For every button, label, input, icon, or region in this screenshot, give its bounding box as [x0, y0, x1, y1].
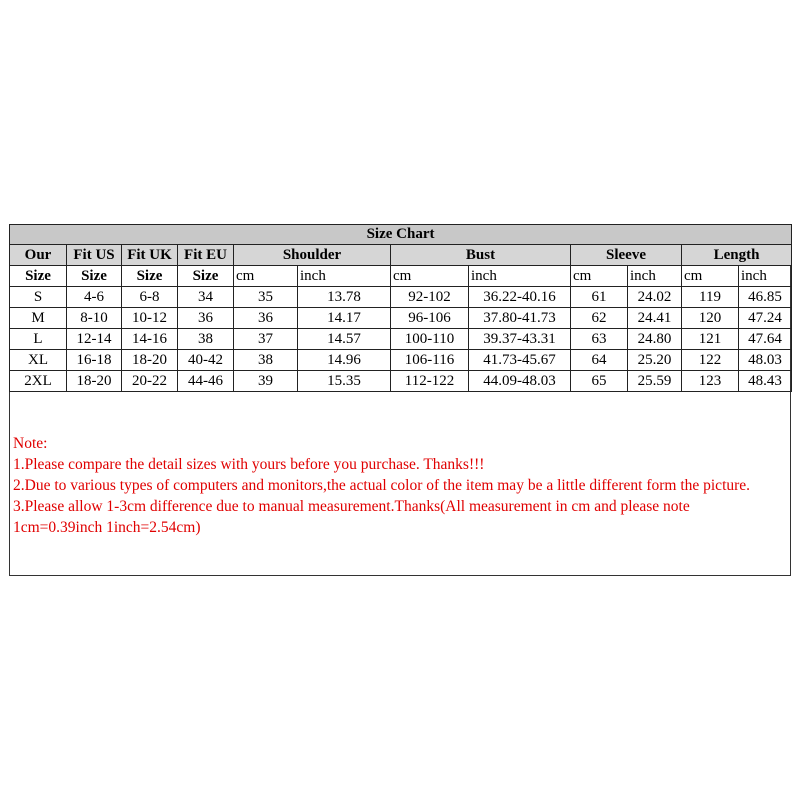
table-cell: 92-102 [391, 287, 469, 308]
table-cell: 36 [178, 308, 234, 329]
table-row [10, 350, 792, 371]
length-inch-unit: inch [739, 266, 792, 287]
header-fit-us: Fit US [67, 245, 122, 266]
table-cell: 18-20 [67, 371, 122, 392]
table-row [10, 329, 792, 350]
note-line-1: 1.Please compare the detail sizes with yours before you purchase. Thanks!!! [13, 456, 485, 473]
table-cell: 65 [571, 371, 628, 392]
header-row-1 [10, 245, 792, 266]
table-cell: 37.80-41.73 [469, 308, 571, 329]
table-cell: 12-14 [67, 329, 122, 350]
table-cell: 106-116 [391, 350, 469, 371]
table-cell: 10-12 [122, 308, 178, 329]
bust-cm-unit: cm [391, 266, 469, 287]
header-sleeve: Sleeve [571, 245, 682, 266]
header-fit-eu-2: Size [178, 266, 234, 287]
table-cell: 4-6 [67, 287, 122, 308]
header-our-size: Our [10, 245, 67, 266]
header-fit-uk: Fit UK [122, 245, 178, 266]
table-cell: 41.73-45.67 [469, 350, 571, 371]
table-cell: 100-110 [391, 329, 469, 350]
sleeve-inch-unit: inch [628, 266, 682, 287]
table-cell: 24.02 [628, 287, 682, 308]
table-cell: L [10, 329, 67, 350]
table-cell: 46.85 [739, 287, 792, 308]
table-cell: 24.80 [628, 329, 682, 350]
table-cell: 48.03 [739, 350, 792, 371]
table-cell: 16-18 [67, 350, 122, 371]
table-cell: 36.22-40.16 [469, 287, 571, 308]
length-cm-unit: cm [682, 266, 739, 287]
table-cell: 25.59 [628, 371, 682, 392]
table-cell: 14-16 [122, 329, 178, 350]
table-cell: 62 [571, 308, 628, 329]
table-cell: 13.78 [298, 287, 391, 308]
note-line-2: 2.Due to various types of computers and monitors,the actual color of the item may be a little different form the picture. [13, 477, 751, 494]
table-cell: 15.35 [298, 371, 391, 392]
table-cell: 18-20 [122, 350, 178, 371]
table-cell: 96-106 [391, 308, 469, 329]
table-cell: 38 [178, 329, 234, 350]
note-line-3: 3.Please allow 1-3cm difference due to manual measurement.Thanks(All measurement in cm and please note [13, 498, 690, 515]
header-fit-uk-2: Size [122, 266, 178, 287]
header-our-size-2: Size [10, 266, 67, 287]
shoulder-inch-unit: inch [298, 266, 391, 287]
header-bust: Bust [391, 245, 571, 266]
size-chart-table [9, 224, 792, 392]
table-title: Size Chart [10, 225, 792, 245]
table-cell: 44-46 [178, 371, 234, 392]
table-cell: 2XL [10, 371, 67, 392]
header-length: Length [682, 245, 792, 266]
note-line-4: 1cm=0.39inch 1inch=2.54cm) [13, 519, 201, 536]
table-cell: 6-8 [122, 287, 178, 308]
table-cell: 34 [178, 287, 234, 308]
table-cell: 39 [234, 371, 298, 392]
header-row-2 [10, 266, 792, 287]
table-row [10, 287, 792, 308]
header-fit-eu: Fit EU [178, 245, 234, 266]
table-cell: 40-42 [178, 350, 234, 371]
shoulder-cm-unit: cm [234, 266, 298, 287]
table-cell: 14.57 [298, 329, 391, 350]
table-row [10, 371, 792, 392]
table-cell: 24.41 [628, 308, 682, 329]
table-cell: 35 [234, 287, 298, 308]
table-cell: 36 [234, 308, 298, 329]
data-rows [10, 287, 792, 392]
table-cell: M [10, 308, 67, 329]
sleeve-cm-unit: cm [571, 266, 628, 287]
table-cell: 14.17 [298, 308, 391, 329]
table-cell: 14.96 [298, 350, 391, 371]
table-cell: 48.43 [739, 371, 792, 392]
notes-section [13, 433, 750, 538]
table-cell: 47.24 [739, 308, 792, 329]
table-cell: 38 [234, 350, 298, 371]
table-cell: XL [10, 350, 67, 371]
table-row [10, 308, 792, 329]
table-cell: 112-122 [391, 371, 469, 392]
table-cell: 123 [682, 371, 739, 392]
table-cell: 63 [571, 329, 628, 350]
notes-heading: Note: [13, 435, 48, 452]
table-cell: 8-10 [67, 308, 122, 329]
table-cell: 20-22 [122, 371, 178, 392]
table-cell: 25.20 [628, 350, 682, 371]
bust-inch-unit: inch [469, 266, 571, 287]
header-fit-us-2: Size [67, 266, 122, 287]
table-cell: 64 [571, 350, 628, 371]
table-cell: 122 [682, 350, 739, 371]
table-cell: 37 [234, 329, 298, 350]
title-row [10, 225, 792, 245]
table-cell: 44.09-48.03 [469, 371, 571, 392]
size-chart-sheet [9, 224, 791, 576]
table-cell: 47.64 [739, 329, 792, 350]
table-cell: 61 [571, 287, 628, 308]
table-cell: S [10, 287, 67, 308]
table-cell: 120 [682, 308, 739, 329]
header-shoulder: Shoulder [234, 245, 391, 266]
table-cell: 121 [682, 329, 739, 350]
table-cell: 119 [682, 287, 739, 308]
table-cell: 39.37-43.31 [469, 329, 571, 350]
